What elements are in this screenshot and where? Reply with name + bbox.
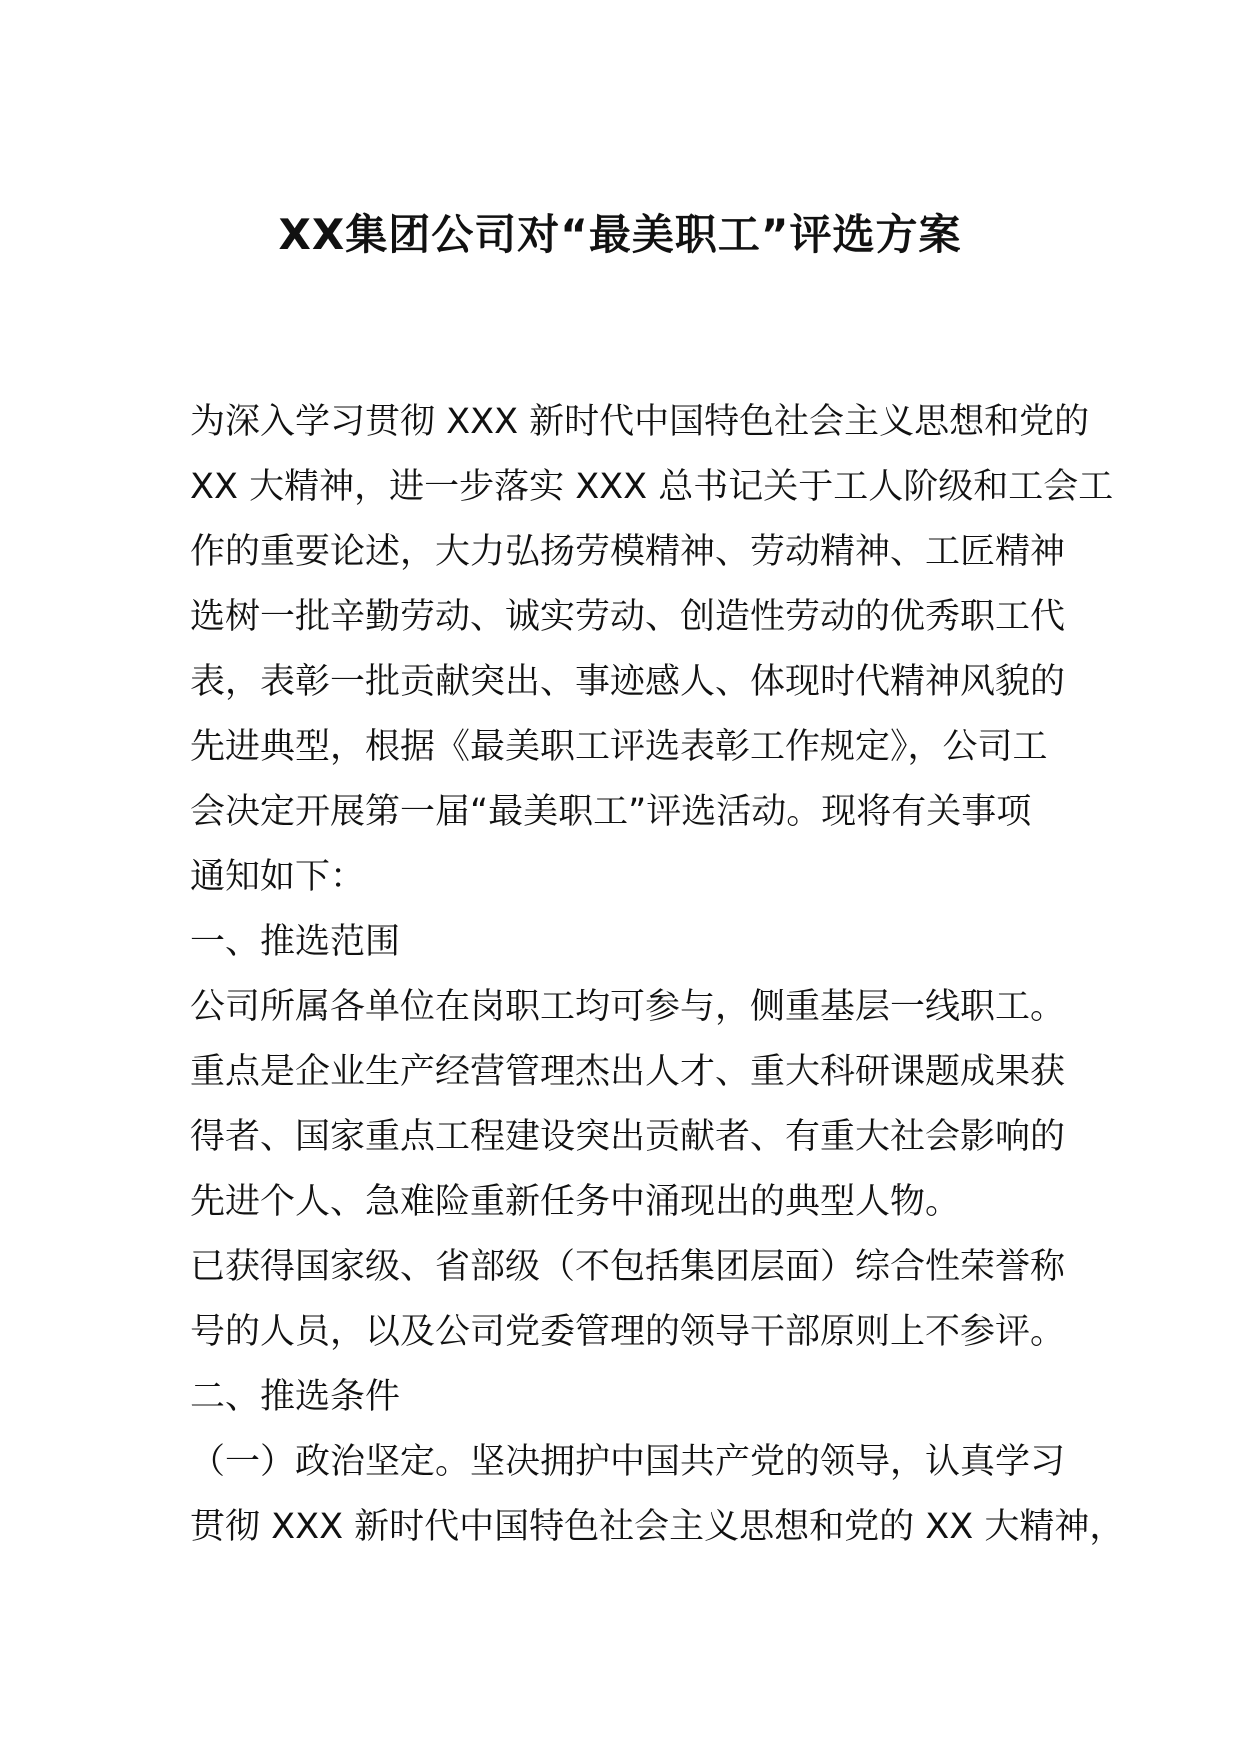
body-line: 先进典型，根据《最美职工评选表彰工作规定》，公司工 (190, 727, 1048, 767)
body-line: 得者、国家重点工程建设突出贡献者、有重大社会影响的 (190, 1117, 1066, 1157)
body-line: 号的人员，以及公司党委管理的领导干部原则上不参评。 (190, 1312, 1066, 1352)
body-line: XX 大精神，进一步落实 XXX 总书记关于工人阶级和工会工 (190, 467, 1114, 507)
body-line: 为深入学习贯彻 XXX 新时代中国特色社会主义思想和党的 (190, 402, 1090, 442)
document-title: XX集团公司对“最美职工”评选方案 (278, 210, 962, 259)
body-line: 先进个人、急难险重新任务中涌现出的典型人物。 (190, 1182, 961, 1222)
body-line: 已获得国家级、省部级（不包括集团层面）综合性荣誉称 (190, 1247, 1066, 1287)
section-heading: 一、推选范围 (190, 922, 401, 962)
section-heading: 二、推选条件 (190, 1377, 401, 1417)
body-line: 重点是企业生产经营管理杰出人才、重大科研课题成果获 (190, 1052, 1066, 1092)
body-line: 公司所属各单位在岗职工均可参与，侧重基层一线职工。 (190, 987, 1066, 1027)
body-line: 通知如下： (190, 857, 366, 897)
body-line: 表，表彰一批贡献突出、事迹感人、体现时代精神风貌的 (190, 662, 1066, 702)
body-line: 贯彻 XXX 新时代中国特色社会主义思想和党的 XX 大精神， (190, 1507, 1125, 1547)
body-line: 会决定开展第一届“最美职工”评选活动。现将有关事项 (190, 792, 1032, 832)
body-line: 选树一批辛勤劳动、诚实劳动、创造性劳动的优秀职工代 (190, 597, 1066, 637)
body-line: （一）政治坚定。坚决拥护中国共产党的领导，认真学习 (190, 1442, 1066, 1482)
document-body (190, 390, 1125, 1560)
body-line: 作的重要论述，大力弘扬劳模精神、劳动精神、工匠精神 (190, 532, 1066, 572)
